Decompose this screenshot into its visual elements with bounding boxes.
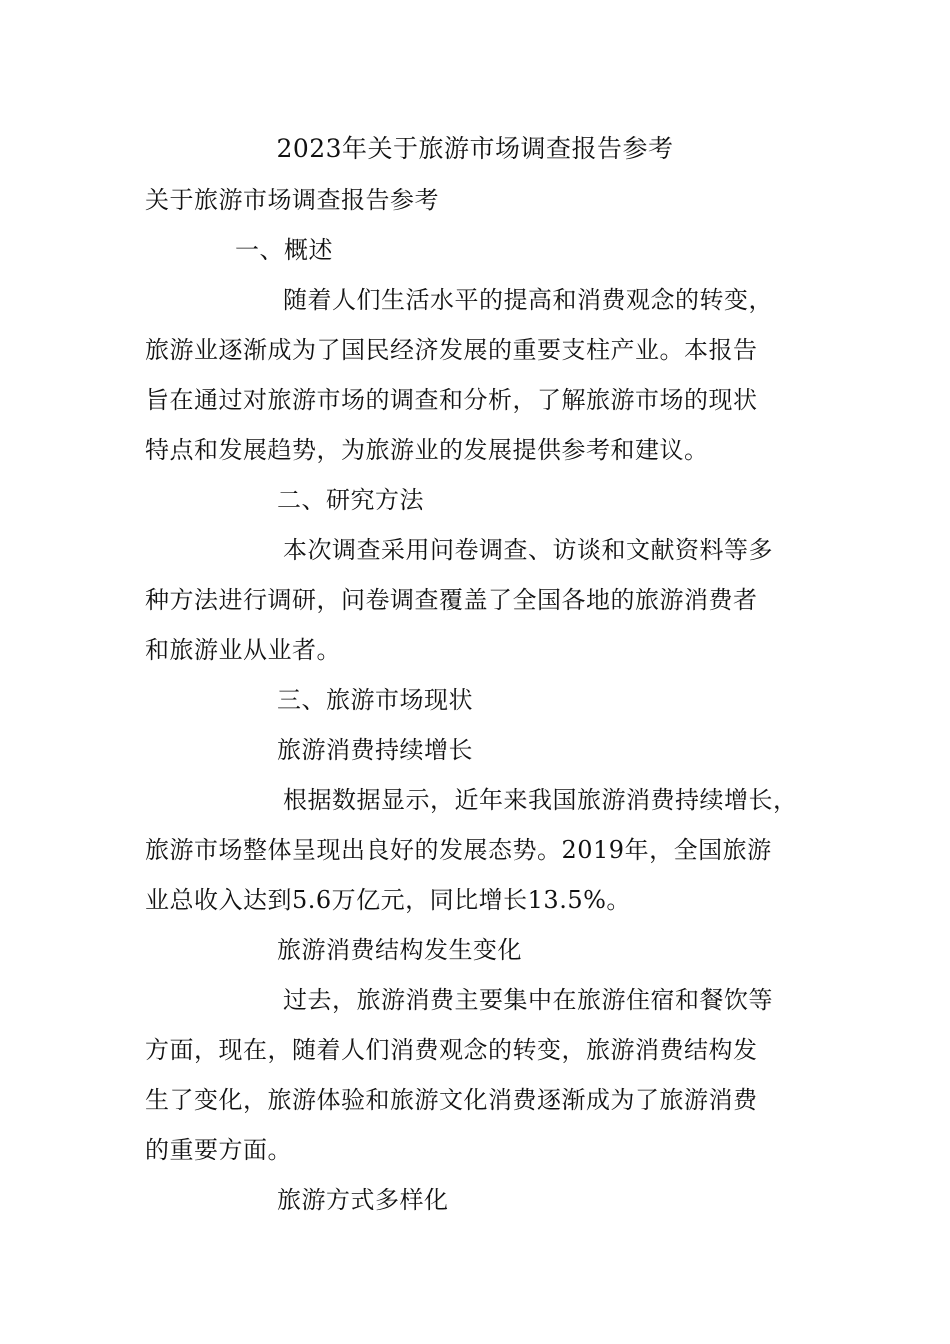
paragraph-line: 根据数据显示，近年来我国旅游消费持续增长， [283, 786, 798, 814]
paragraph-line: 业总收入达到5.6万亿元，同比增长13.5%。 [145, 886, 631, 914]
paragraph-line: 和旅游业从业者。 [145, 636, 341, 664]
section-heading-methods: 二、研究方法 [277, 486, 424, 514]
paragraph-line: 本次调查采用问卷调查、访谈和文献资料等多 [283, 536, 773, 564]
subsection-heading-travel-modes: 旅游方式多样化 [277, 1186, 449, 1214]
paragraph-line: 生了变化，旅游体验和旅游文化消费逐渐成为了旅游消费 [145, 1086, 758, 1114]
subsection-heading-consumption-structure: 旅游消费结构发生变化 [277, 936, 522, 964]
paragraph-line: 随着人们生活水平的提高和消费观念的转变， [283, 286, 773, 314]
paragraph-line: 旅游市场整体呈现出良好的发展态势。2019年，全国旅游 [145, 836, 772, 864]
paragraph-line: 旨在通过对旅游市场的调查和分析，了解旅游市场的现状 [145, 386, 758, 414]
section-heading-overview: 一、概述 [235, 236, 333, 264]
paragraph-line: 的重要方面。 [145, 1136, 292, 1164]
paragraph-line: 旅游业逐渐成为了国民经济发展的重要支柱产业。本报告 [145, 336, 758, 364]
paragraph-line: 过去，旅游消费主要集中在旅游住宿和餐饮等 [283, 986, 773, 1014]
document-subtitle: 关于旅游市场调查报告参考 [145, 186, 439, 214]
section-heading-market-status: 三、旅游市场现状 [277, 686, 473, 714]
paragraph-line: 特点和发展趋势，为旅游业的发展提供参考和建议。 [145, 436, 709, 464]
subsection-heading-consumption-growth: 旅游消费持续增长 [277, 736, 473, 764]
document-title: 2023年关于旅游市场调查报告参考 [276, 134, 674, 163]
paragraph-line: 种方法进行调研，问卷调查覆盖了全国各地的旅游消费者 [145, 586, 758, 614]
paragraph-line: 方面，现在，随着人们消费观念的转变，旅游消费结构发 [145, 1036, 758, 1064]
